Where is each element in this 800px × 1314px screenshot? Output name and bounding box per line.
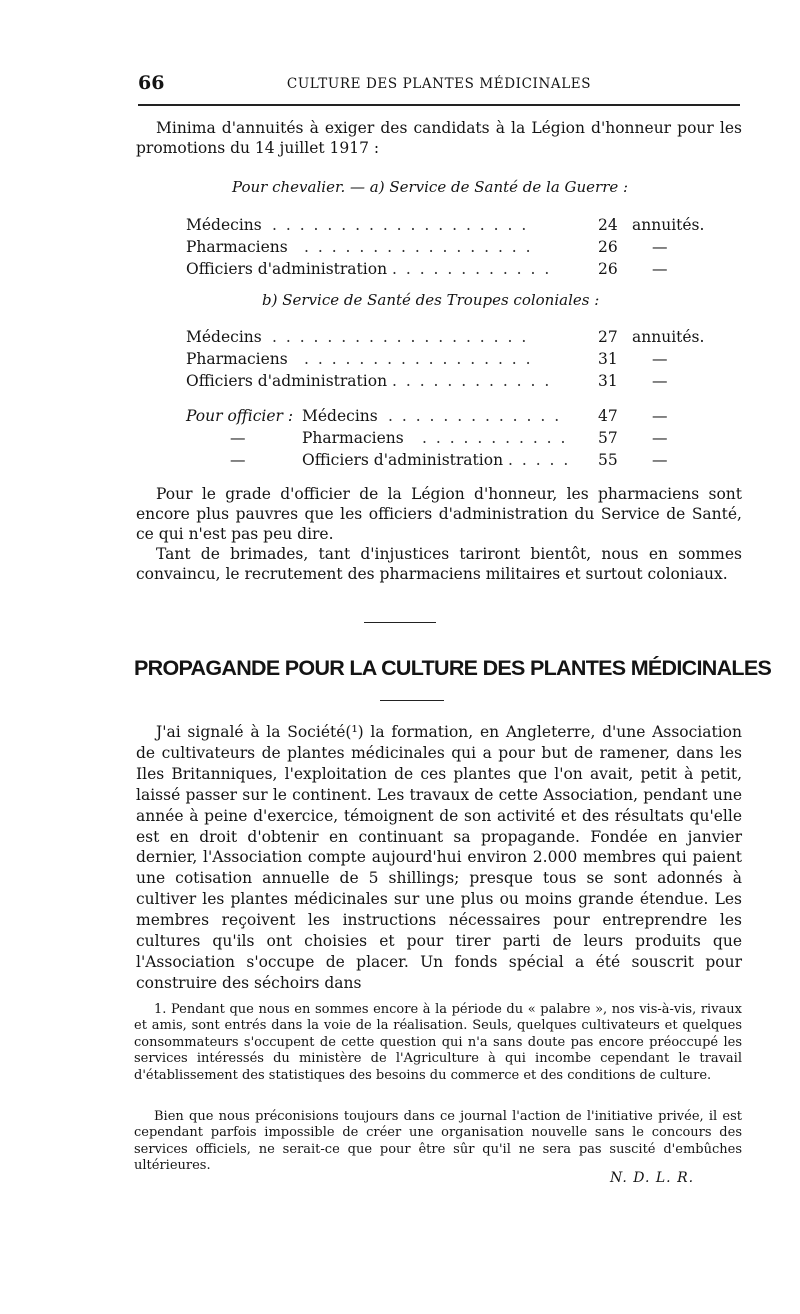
- ditto-mark: —: [230, 429, 246, 447]
- paragraph-officer-grade: Pour le grade d'officier de la Légion d'honneur, les pharmaciens sont encore plus pauvres que les officiers d'administration du Service de Santé, ce qui n'est pas peu dire.: [136, 485, 742, 543]
- row-label: Pharmaciens: [186, 350, 288, 368]
- leader-dots: . . . . . . . . . . . . .: [388, 407, 562, 425]
- row-unit: —: [652, 238, 668, 256]
- leader-dots: . . . . . . . . . . . . . . . . .: [304, 238, 533, 256]
- page-number: 66: [138, 72, 165, 94]
- row-value: 27: [598, 328, 618, 346]
- page-header: [138, 72, 740, 96]
- title-underline: [380, 700, 444, 701]
- row-value: 57: [598, 429, 618, 447]
- row-label: Officiers d'administration: [302, 451, 504, 469]
- row-value: 47: [598, 407, 618, 425]
- row-value: 26: [598, 260, 618, 278]
- paragraph-brimades: Tant de brimades, tant d'injustices tariront bientôt, nous en sommes convaincu, le recrutement des pharmaciens militaires et surtout coloniaux.: [136, 545, 742, 583]
- header-rule: [138, 104, 740, 106]
- leader-dots: . . . . . . . . . . . . . . . . .: [304, 350, 533, 368]
- row-unit: —: [652, 372, 668, 390]
- row-unit: annuités.: [632, 216, 705, 234]
- row-label: Médecins: [302, 407, 378, 425]
- row-label: Pharmaciens: [302, 429, 404, 447]
- ditto-mark: —: [230, 451, 246, 469]
- officer-heading: Pour officier :: [186, 407, 294, 425]
- row-value: 31: [598, 372, 618, 390]
- body-paragraph: J'ai signalé à la Société(¹) la formation, en Angleterre, d'une Association de cultivateurs de plantes médicinales qui a pour but de ramener, dans les Iles Britanniques, l'exploitation de ces plantes que l'on avait, petit à petit, laissé passer sur le continent. Les travaux de cette Association, pendant une année à peine d'exercice, témoignent de son activité et des résultats qu'elle est en droit d'obtenir en continuant sa propagande. Fondée en janvier dernier, l'Association compte aujourd'hui environ 2.000 membres qui paient une cotisation annuelle de 5 shillings; presque tous se sont adonnés à cultiver les plantes médicinales sur une plus ou moins grande étendue. Les membres reçoivent les instructions nécessaires pour entreprendre les cultures qu'ils ont choisies et pour tirer parti de leurs produits que l'Association s'occupe de placer. Un fonds spécial a été souscrit pour construire des séchoirs dans: [136, 723, 742, 992]
- row-value: 24: [598, 216, 618, 234]
- leader-dots: . . . . . . . . . . . . . . . . . . .: [272, 216, 529, 234]
- row-label: Officiers d'administration: [186, 260, 388, 278]
- row-label: Pharmaciens: [186, 238, 288, 256]
- intro-paragraph: Minima d'annuités à exiger des candidats à la Légion d'honneur pour les promotions du 14 juillet 1917 :: [136, 119, 742, 157]
- leader-dots: . . . . . . . . . . .: [422, 429, 568, 447]
- row-unit: —: [652, 429, 668, 447]
- row-unit: —: [652, 260, 668, 278]
- row-unit: —: [652, 407, 668, 425]
- section-separator: [364, 622, 436, 623]
- row-label: Médecins: [186, 328, 262, 346]
- row-unit: annuités.: [632, 328, 705, 346]
- row-value: 55: [598, 451, 618, 469]
- footnote-continuation: Bien que nous préconisions toujours dans ce journal l'action de l'initiative privée, il est cependant parfois impossible de créer une organisation nouvelle sans le concours des services officiels, ne serait-ce que pour être sûr qu'il ne sera pas suscité d'embûches ultérieures.: [134, 1109, 742, 1174]
- running-title: CULTURE DES PLANTES MÉDICINALES: [286, 76, 592, 92]
- footnote-1: 1. Pendant que nous en sommes encore à la période du « palabre », nos vis-à-vis, rivaux et amis, sont entrés dans la voie de la réalisation. Seuls, quelques cultivateurs et quelques consommateurs s'occupent de cette question qui n'a sans doute pas encore préoccupé les services intéressés du ministère de l'Agriculture à qui incombe cependant le travail d'établissement des statistiques des besoins du commerce et des conditions de culture.: [134, 1002, 742, 1083]
- leader-dots: . . . . . . . . . . . .: [392, 260, 552, 278]
- leader-dots: . . . . . . . . . . . .: [392, 372, 552, 390]
- row-label: Médecins: [186, 216, 262, 234]
- row-label: Officiers d'administration: [186, 372, 388, 390]
- row-value: 26: [598, 238, 618, 256]
- subheading-war-health-service: Pour chevalier. — a) Service de Santé de la Guerre :: [232, 178, 629, 196]
- row-unit: —: [652, 350, 668, 368]
- row-unit: —: [652, 451, 668, 469]
- row-value: 31: [598, 350, 618, 368]
- subheading-colonial-health-service: b) Service de Santé des Troupes coloniales :: [262, 291, 600, 309]
- editorial-signature: N. D. L. R.: [610, 1170, 695, 1186]
- leader-dots: . . . . . . . . . . . . . . . . . . .: [272, 328, 529, 346]
- leader-dots: . . . . .: [508, 451, 571, 469]
- section-title: PROPAGANDE POUR LA CULTURE DES PLANTES MÉDICINALES: [134, 656, 772, 680]
